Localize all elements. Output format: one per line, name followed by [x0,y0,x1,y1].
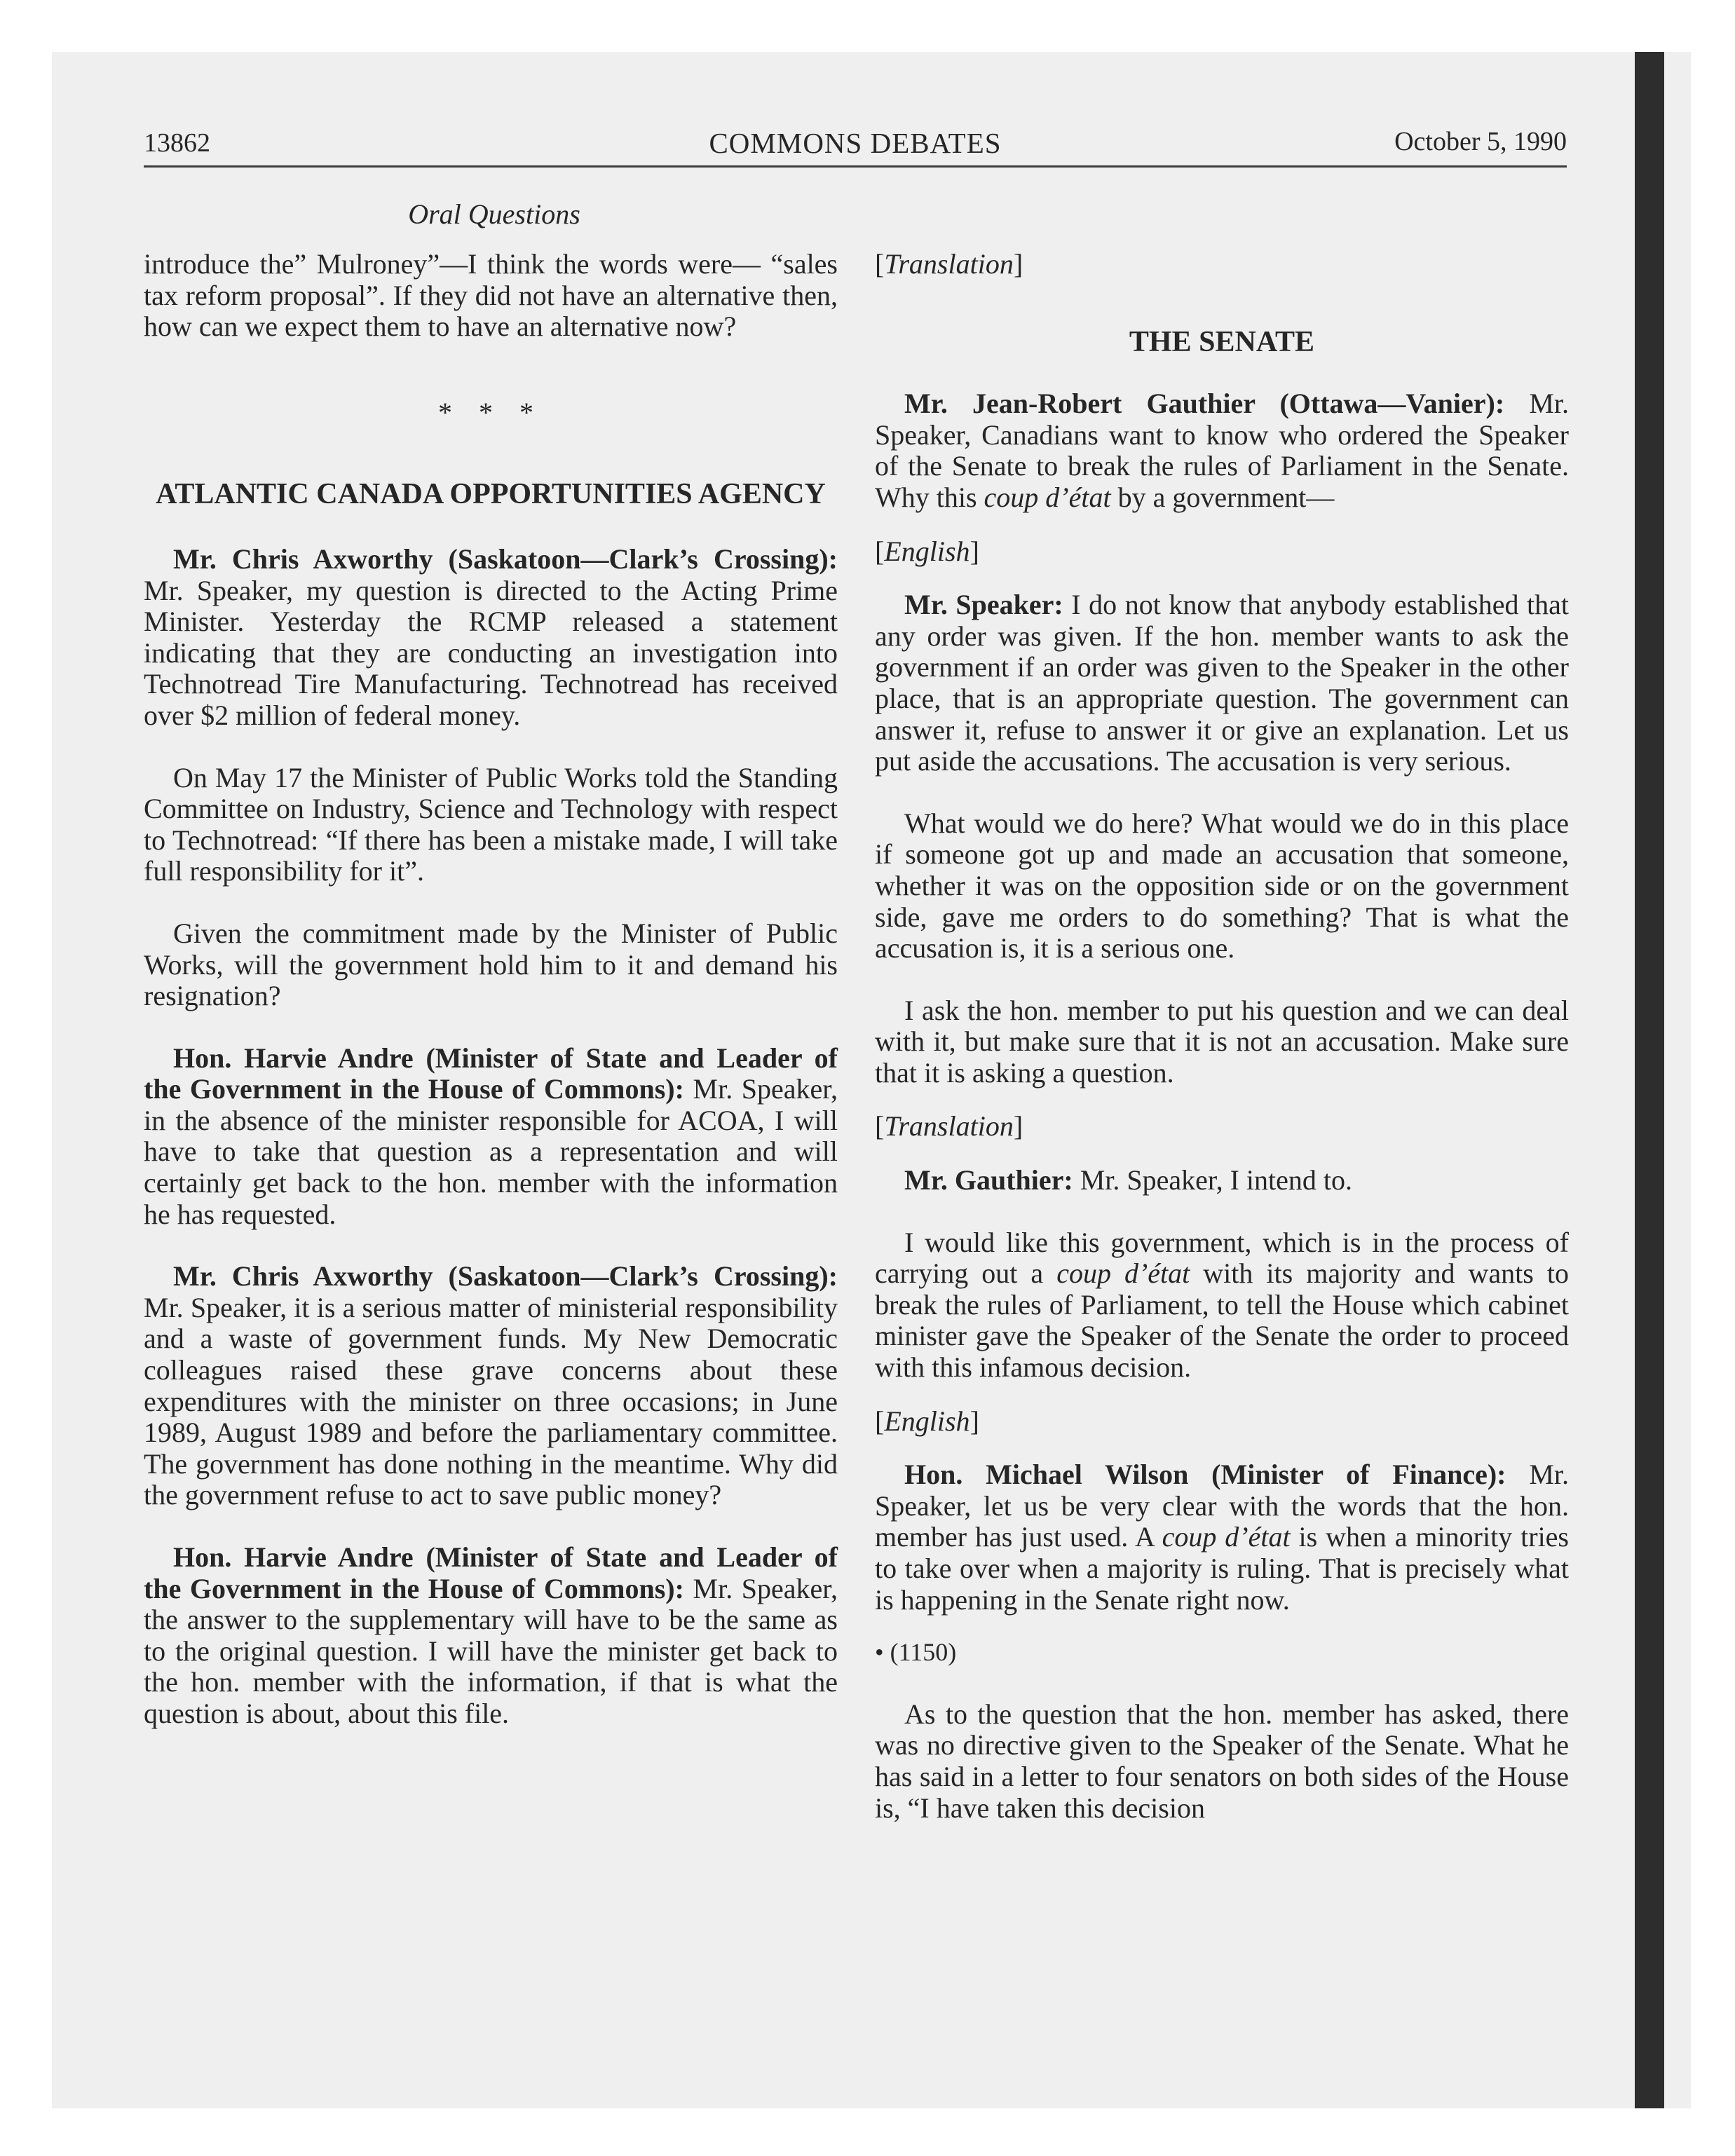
section-separator: * * * [438,396,543,428]
right-column [875,249,1569,1824]
publication-title: COMMONS DEBATES [709,127,1002,159]
speaker-name: Hon. Harvie Andre (Minister of State and Leader of the Government in the House of Commons): [144,1042,838,1105]
section-heading: ATLANTIC CANADA OPPORTUNITIES AGENCY [156,478,826,511]
paragraph: As to the question that the hon. member has asked, there was no directive given to the Speaker of the Senate. What he has said in a letter to four senators on both sides of the House is, “I have taken this decision [875,1698,1569,1824]
header-rule [144,165,1567,168]
running-title: Oral Questions [408,198,580,230]
paragraph: Mr. Gauthier: Mr. Speaker, I intend to. [904,1164,1353,1196]
paragraph: I would like this government, which is in the process of carrying out a coup d’état with its majority and wants to break the rules of Parliament, to tell the House which cabinet minister gave the Speaker of the Senate the order to proceed with this infamous decision. [875,1226,1569,1384]
language-marker: [English] [875,535,979,567]
speaker-name: Mr. Jean-Robert Gauthier (Ottawa—Vanier): [904,388,1505,420]
time-marker: • (1150) [875,1638,957,1667]
speaker-name: Hon. Harvie Andre (Minister of State and Leader of the Government in the House of Commons): [144,1541,838,1604]
language-marker: [English] [875,1405,979,1437]
page-header [144,123,1567,165]
speaker-name: Mr. Chris Axworthy (Saskatoon—Clark’s Crossing): [173,543,838,575]
paragraph: Hon. Harvie Andre (Minister of State and Leader of the Government in the House of Commons): Mr. Speaker, in the absence of the minister responsible for ACOA, I will have to take that question as a representation and will certainly get back to the hon. member with the information he has requested. [144,1042,838,1230]
paragraph: Mr. Speaker: I do not know that anybody established that any order was given. If the hon. member wants to ask the government if an order was given to the Speaker in the other place, that is an appropriate question. The government can answer it, refuse to answer it or give an explanation. Let us put aside the accusations. The accusation is very serious. [875,589,1569,777]
speaker-name: Mr. Chris Axworthy (Saskatoon—Clark’s Crossing): [173,1260,838,1292]
language-marker: [Translation] [875,1110,1023,1142]
scan-edge-bar [1635,52,1664,2108]
paragraph: introduce the” Mulroney”—I think the words were— “sales tax reform proposal”. If they did not have an alternative then, how can we expect them to have an alternative now? [144,248,838,343]
paragraph: Hon. Harvie Andre (Minister of State and Leader of the Government in the House of Commons): Mr. Speaker, the answer to the supplementary will have to be the same as to the original question. I will have the minister get back to the hon. member with the information, if that is what the question is about, about this file. [144,1541,838,1729]
paragraph: I ask the hon. member to put his question and we can deal with it, but make sure that it is not an accusation. Make sure that it is asking a question. [875,994,1569,1089]
speaker-name: Mr. Speaker: [904,589,1063,621]
paragraph: Mr. Chris Axworthy (Saskatoon—Clark’s Crossing): Mr. Speaker, it is a serious matter of ministerial responsibility and a waste of government funds. My New Democratic colleagues raised these grave concerns about these expenditures with the minister on three occasions; in June 1989, August 1989 and before the parliamentary committee. The government has done nothing in the meantime. Why did the government refuse to act to save public money? [144,1260,838,1511]
paragraph: Mr. Chris Axworthy (Saskatoon—Clark’s Crossing): Mr. Speaker, my question is directed to the Acting Prime Minister. Yesterday the RCMP released a statement indicating that they are conducting an investigation into Technotread Tire Manufacturing. Technotread has received over $2 million of federal money. [144,543,838,731]
speaker-name: Hon. Michael Wilson (Minister of Finance): [904,1459,1506,1491]
publication-date: October 5, 1990 [1394,127,1567,156]
paragraph: Mr. Jean-Robert Gauthier (Ottawa—Vanier): Mr. Speaker, Canadians want to know who ordered the Speaker of the Senate to break the rules of Parliament in the Senate. Why this coup d’état by a government— [875,388,1569,513]
paragraph: On May 17 the Minister of Public Works told the Standing Committee on Industry, Science and Technology with respect to Technotread: “If there has been a mistake made, I will take full responsibility for it”. [144,761,838,887]
language-marker: [Translation] [875,248,1023,280]
left-column [144,249,838,1730]
page-number: 13862 [144,128,210,158]
section-heading: THE SENATE [1129,325,1315,358]
paragraph: What would we do here? What would we do in this place if someone got up and made an accusation that someone, whether it was on the opposition side or on the government side, gave me orders to do something? That is what the accusation is, it is a serious one. [875,807,1569,964]
speaker-name: Mr. Gauthier: [904,1164,1073,1196]
paragraph: Given the commitment made by the Minister of Public Works, will the government hold him to it and demand his resignation? [144,917,838,1012]
paragraph: Hon. Michael Wilson (Minister of Finance): Mr. Speaker, let us be very clear with the words that the hon. member has just used. A coup d’état is when a minority tries to take over when a majority is ruling. That is precisely what is happening in the Senate right now. [875,1459,1569,1616]
